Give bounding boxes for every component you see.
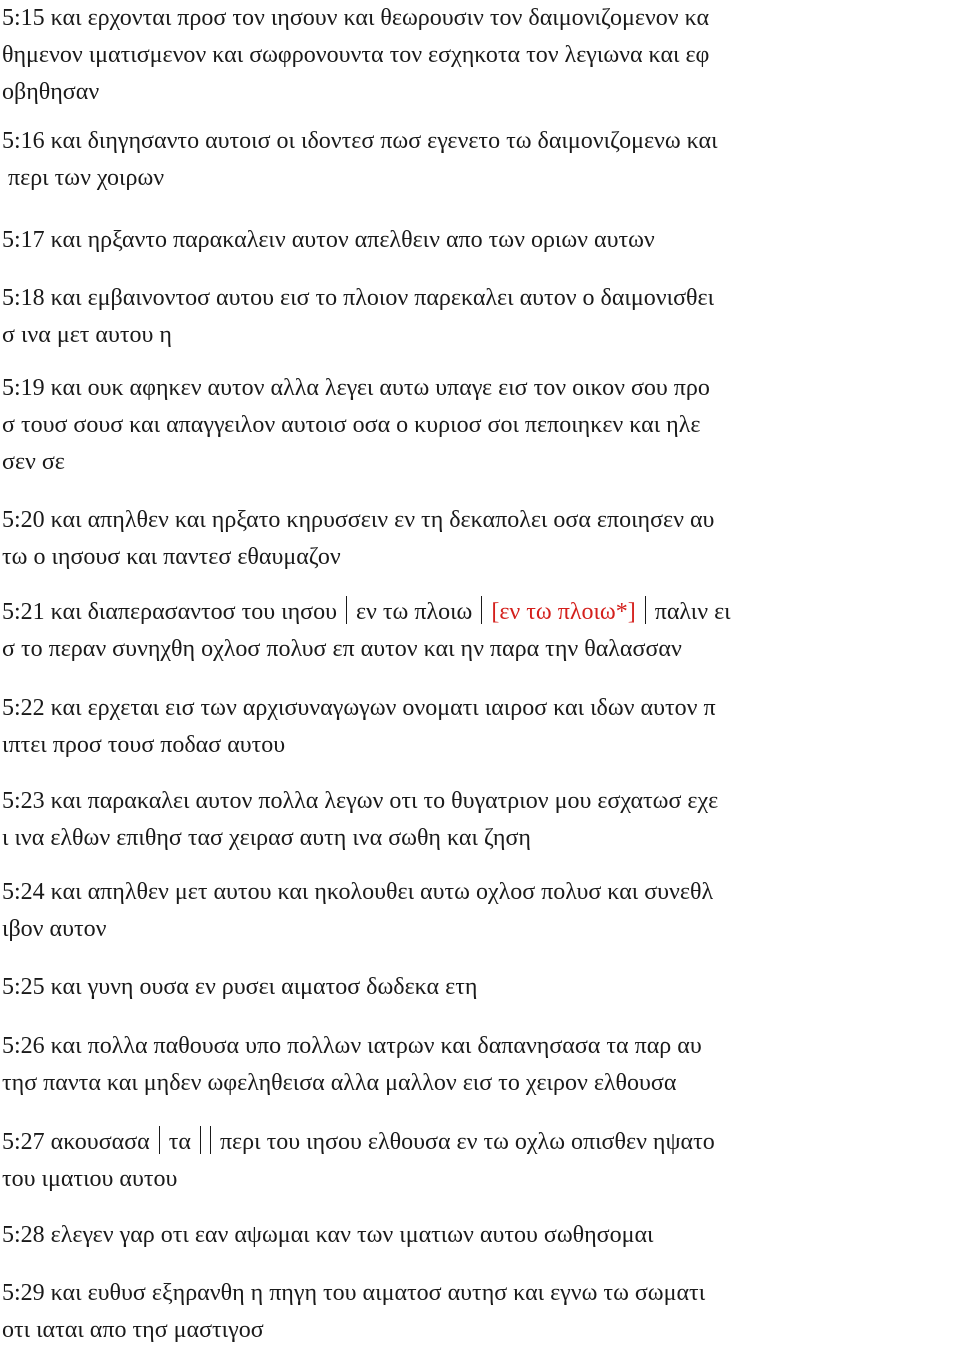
verse-line: ιπτει προσ τουσ ποδασ αυτου (2, 732, 286, 758)
verse-line: θημενον ιματισμενον και σωφρονουντα τον εσχηκοτα τον λεγιωνα και εφ (2, 42, 710, 68)
verse-line: οτι ιαται απο τησ μαστιγοσ (2, 1317, 264, 1343)
verse-5-29 (2, 1275, 960, 1345)
verse-text: 5:21 και διαπερασαντοσ του ιησου (2, 599, 337, 625)
verse-5-22 (2, 690, 960, 764)
verse-5-25 (2, 969, 960, 1006)
verse-line: σεν σε (2, 449, 65, 475)
separator-bar (645, 596, 646, 624)
verse-text: 5:27 ακουσασα (2, 1129, 150, 1155)
verse-5-26 (2, 1028, 960, 1102)
verse-line: του ιματιου αυτου (2, 1166, 178, 1192)
verse-line: περι των χοιρων (2, 165, 165, 191)
verse-5-18 (2, 280, 960, 354)
verse-5-27 (2, 1124, 960, 1198)
verse-line: 5:25 και γυνη ουσα εν ρυσει αιματοσ δωδεκα ετη (2, 974, 478, 1000)
verse-text: παλιν ει (654, 599, 731, 625)
verse-line: 5:22 και ερχεται εισ των αρχισυναγωγων ονοματι ιαιροσ και ιδων αυτον π (2, 695, 716, 721)
verse-5-17 (2, 222, 960, 259)
verse-line: οβηθησαν (2, 79, 100, 105)
verse-line: 5:29 και ευθυσ εξηρανθη η πηγη του αιματοσ αυτησ και εγνω τω σωματι (2, 1280, 706, 1306)
verse-line: σ ινα μετ αυτου η (2, 322, 172, 348)
verse-line: 5:16 και διηγησαντο αυτοισ οι ιδοντεσ πωσ εγενετο τω δαιμονιζομενω και (2, 128, 718, 154)
verse-line: 5:24 και απηλθεν μετ αυτου και ηκολουθει αυτω οχλοσ πολυσ και συνεθλ (2, 879, 714, 905)
verse-line: 5:19 και ουκ αφηκεν αυτον αλλα λεγει αυτω υπαγε εισ τον οικον σου προ (2, 375, 710, 401)
variant-reading: [εν τω πλοιω*] (491, 599, 636, 625)
separator-bar (210, 1126, 211, 1154)
verse-5-20 (2, 502, 960, 576)
verse-line (2, 1124, 960, 1161)
verse-line: ι ινα ελθων επιθησ τασ χειρασ αυτη ινα σωθη και ζηση (2, 825, 531, 851)
verse-line (2, 594, 960, 631)
separator-bar (159, 1126, 160, 1154)
separator-bar (481, 596, 482, 624)
verse-line: τω ο ιησουσ και παντεσ εθαυμαζον (2, 544, 341, 570)
verse-line: 5:20 και απηλθεν και ηρξατο κηρυσσειν εν τη δεκαπολει οσα εποιησεν αυ (2, 507, 715, 533)
verse-line: τησ παντα και μηδεν ωφεληθεισα αλλα μαλλον εισ το χειρον ελθουσα (2, 1070, 677, 1096)
verse-5-23 (2, 783, 960, 857)
verse-text: περι του ιησου ελθουσα εν τω οχλω οπισθεν ηψατο (219, 1129, 715, 1155)
verse-line: 5:15 και ερχονται προσ τον ιησουν και θεωρουσιν τον δαιμονιζομενον κα (2, 5, 710, 31)
verse-5-19 (2, 370, 960, 481)
verse-text: εν τω πλοιω (355, 599, 473, 625)
verse-line: 5:18 και εμβαινοντοσ αυτου εισ το πλοιον παρεκαλει αυτον ο δαιμονισθει (2, 285, 715, 311)
verse-5-28 (2, 1217, 960, 1254)
verse-line: 5:28 ελεγεν γαρ οτι εαν αψωμαι καν των ιματιων αυτου σωθησομαι (2, 1222, 654, 1248)
verse-5-24 (2, 874, 960, 948)
verse-text: τα (168, 1129, 191, 1155)
verse-5-21 (2, 594, 960, 668)
verse-line: σ τουσ σουσ και απαγγειλον αυτοισ οσα ο κυριοσ σοι πεποιηκεν και ηλε (2, 412, 701, 438)
verse-line: 5:26 και πολλα παθουσα υπο πολλων ιατρων και δαπανησασα τα παρ αυ (2, 1033, 702, 1059)
separator-bar (346, 596, 347, 624)
verse-line: 5:23 και παρακαλει αυτον πολλα λεγων οτι το θυγατριον μου εσχατωσ εχε (2, 788, 719, 814)
verse-5-16 (2, 123, 960, 197)
verse-line: 5:17 και ηρξαντο παρακαλειν αυτον απελθειν απο των οριων αυτων (2, 227, 655, 253)
verse-5-15 (2, 0, 960, 111)
verse-line: σ το περαν συνηχθη οχλοσ πολυσ επ αυτον και ην παρα την θαλασσαν (2, 636, 682, 662)
verse-line: ιβον αυτον (2, 916, 107, 942)
separator-bar (200, 1126, 201, 1154)
